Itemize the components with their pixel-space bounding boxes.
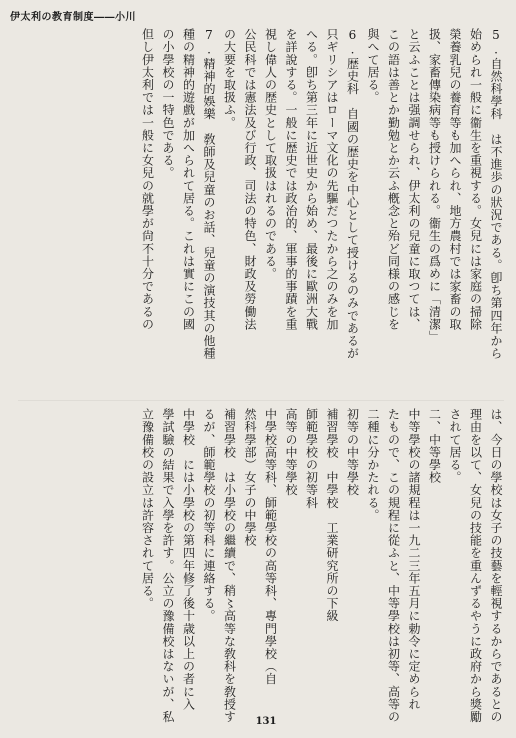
text-line: を詳說する。一般に歴史では政治的、軍事的事蹟を重: [284, 28, 298, 331]
text-line: 只ギリシアはローマ文化の先驅だつたから之のみを加: [325, 28, 339, 331]
upper-text-block: [137, 28, 506, 398]
text-line: 與へて居る。: [366, 28, 380, 104]
text-line: 補習學校 中學校 工業研究所の下級: [325, 408, 339, 623]
running-header: 伊太利の教育制度――小川: [10, 12, 136, 23]
text-line: 中學校 には小學校の第四年修了後十歳以上の者に入: [181, 408, 196, 711]
text-line: 理由を以て、女兒の技能を重んずるやうに政府から獎勵: [468, 408, 483, 723]
text-line: されて居る。: [448, 408, 462, 484]
text-line: るが、師範學校の初等科に連絡する。: [202, 408, 216, 623]
text-line: 但し伊太利では一般に女兒の就學が尙不十分であるの: [140, 28, 155, 331]
text-line: 立豫備校の設立は許容されて居る。: [140, 408, 155, 610]
text-line: 高等の中等學校: [284, 408, 298, 497]
text-line: 6.歴史科 自國の歴史を中心として授けるのみであるが: [345, 28, 360, 360]
text-line: の小學校の一特色である。: [161, 28, 175, 180]
text-line: 師範學校の初等科: [304, 408, 319, 509]
text-line: 扱、家畜傳染病等も授けられる。衞生の爲めに「清潔」: [427, 28, 442, 343]
text-line: 7.精神的娛樂 敎師及兒童のお話、兒童の演技其の他種: [202, 28, 216, 360]
text-line: 種の精神的遊戲が加へられて居る。これは實にこの國: [181, 28, 196, 331]
text-line: へる。卽ち第三年に近世史から始め、最後に歐洲大戰: [304, 28, 319, 331]
text-line: 視し偉人の歴史として取扱はれるのである。: [263, 28, 278, 280]
text-line: 公民科では憲法及び行政、司法の特色、財政及勞働法: [243, 28, 257, 331]
section-gap: [18, 400, 504, 401]
text-line: 學試驗の結果で入學を許す。公立の豫備校はないが、私: [161, 408, 175, 723]
text-line: と云ふことは强調せられ、伊太利の兒童に取つては、: [407, 28, 421, 331]
text-line: は、今日の學校は女子の技藝を輕視するからであるとの: [489, 408, 503, 723]
text-line: 5.自然科學科 は不進歩の狀況である。卽ち第四年から: [489, 28, 503, 360]
text-line: 中學校高等科、師範學校の高等科、專門學校（自: [263, 408, 278, 686]
text-line: たもので、この規程に從ふと、中等學校は初等、高等の: [386, 408, 401, 723]
text-line: の大要を取扱ふ。: [222, 28, 237, 129]
text-line: 榮養乳兒の養育等も加へられ、地方農村では家畜の取: [448, 28, 462, 331]
text-line: 然科學部）女子の中學校: [243, 408, 257, 547]
text-line: 補習學校 は小學校の繼續で、稍〻高等な敎科を敎授す: [222, 408, 237, 723]
text-line: 二、中等學校: [427, 408, 442, 484]
text-line: 二種に分かたれる。: [366, 408, 380, 522]
text-line: 初等の中等學校: [345, 408, 360, 497]
text-line: 中等學校の諸規程は一九二三年五月に勅令に定められ: [407, 408, 421, 711]
text-line: 始められ一般に衞生を重視する。女兒には家庭の掃除: [468, 28, 483, 331]
page-number: 131: [255, 716, 277, 727]
text-line: この語は善とか勤勉とか云ふ槪念と殆ど同様の感じを: [386, 28, 401, 331]
